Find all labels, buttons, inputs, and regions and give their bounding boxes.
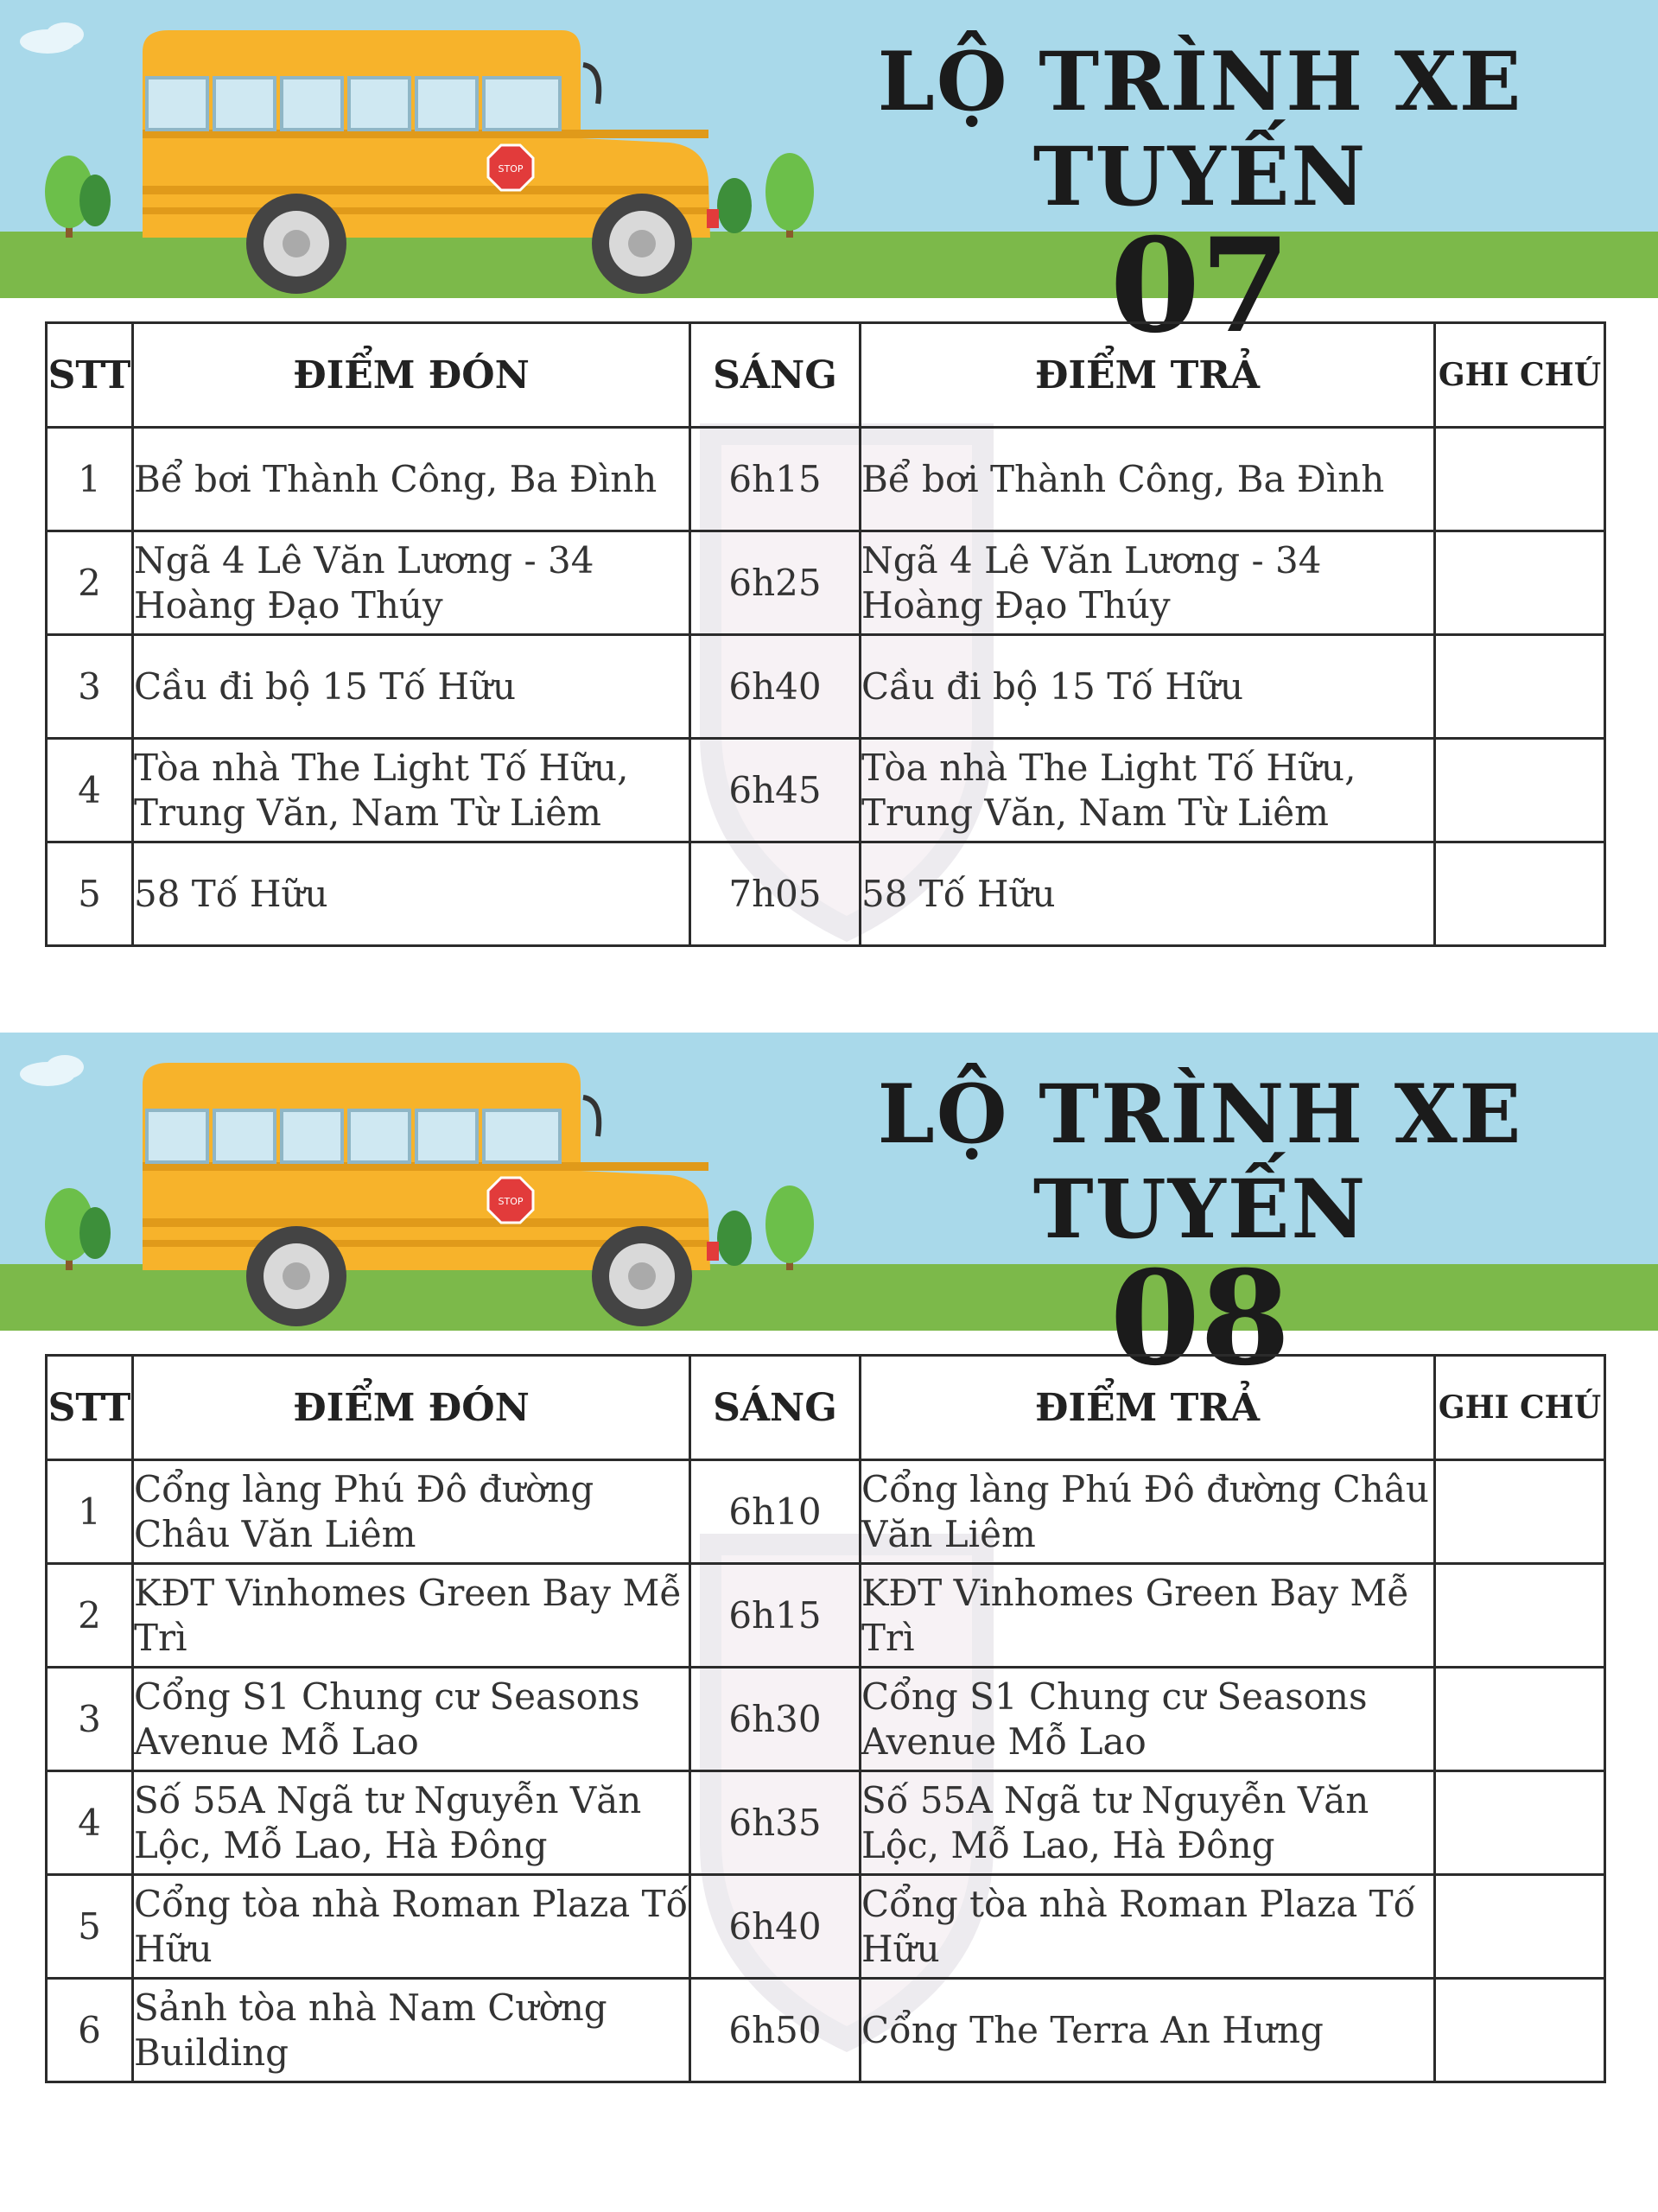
route-07-schedule-table (45, 321, 1606, 947)
row-stt: 4 (47, 739, 133, 842)
stop-sign-label: STOP (498, 1196, 524, 1207)
col-morning: SÁNG (690, 323, 861, 428)
row-pickup: Cổng tòa nhà Roman Plaza Tố Hữu (133, 1875, 690, 1979)
row-note (1435, 1668, 1605, 1771)
route-title-text: LỘ TRÌNH XE TUYẾN (877, 35, 1523, 225)
row-time: 6h15 (690, 1564, 861, 1668)
row-note (1435, 1771, 1605, 1875)
row-stt: 4 (47, 1771, 133, 1875)
row-pickup: Cổng S1 Chung cư Seasons Avenue Mỗ Lao (133, 1668, 690, 1771)
col-stt: STT (47, 1356, 133, 1460)
row-pickup: KĐT Vinhomes Green Bay Mễ Trì (133, 1564, 690, 1668)
row-time: 7h05 (690, 842, 861, 946)
row-pickup: Cổng làng Phú Đô đường Châu Văn Liêm (133, 1460, 690, 1564)
row-dropoff: KĐT Vinhomes Green Bay Mễ Trì (861, 1564, 1435, 1668)
row-stt: 3 (47, 1668, 133, 1771)
row-note (1435, 428, 1605, 531)
row-stt: 5 (47, 842, 133, 946)
row-pickup: Ngã 4 Lê Văn Lương - 34 Hoàng Đạo Thúy (133, 531, 690, 635)
row-dropoff: Bể bơi Thành Công, Ba Đình (861, 428, 1435, 531)
table-row (47, 1564, 1605, 1668)
row-dropoff: Ngã 4 Lê Văn Lương - 34 Hoàng Đạo Thúy (861, 531, 1435, 635)
route-08-title (768, 1067, 1632, 1395)
table-row (47, 1979, 1605, 2082)
row-time: 6h50 (690, 1979, 861, 2082)
row-stt: 5 (47, 1875, 133, 1979)
row-note (1435, 1460, 1605, 1564)
row-note (1435, 1875, 1605, 1979)
row-note (1435, 531, 1605, 635)
row-dropoff: Cổng làng Phú Đô đường Châu Văn Liêm (861, 1460, 1435, 1564)
row-pickup: Tòa nhà The Light Tố Hữu, Trung Văn, Nam Từ Liêm (133, 739, 690, 842)
row-pickup: Số 55A Ngã tư Nguyễn Văn Lộc, Mỗ Lao, Hà Đông (133, 1771, 690, 1875)
table-row (47, 635, 1605, 739)
row-dropoff: Cổng The Terra An Hưng (861, 1979, 1435, 2082)
route-08-schedule-table (45, 1354, 1606, 2083)
col-note: GHI CHÚ (1435, 1356, 1605, 1460)
row-dropoff: Cổng tòa nhà Roman Plaza Tố Hữu (861, 1875, 1435, 1979)
row-stt: 2 (47, 531, 133, 635)
row-stt: 6 (47, 1979, 133, 2082)
row-time: 6h15 (690, 428, 861, 531)
row-dropoff: Số 55A Ngã tư Nguyễn Văn Lộc, Mỗ Lao, Hà Đông (861, 1771, 1435, 1875)
col-dropoff: ĐIỂM TRẢ (861, 323, 1435, 428)
row-stt: 1 (47, 428, 133, 531)
route-07-title (768, 35, 1632, 362)
table-row (47, 1771, 1605, 1875)
row-time: 6h45 (690, 739, 861, 842)
row-note (1435, 842, 1605, 946)
row-pickup: Sảnh tòa nhà Nam Cường Building (133, 1979, 690, 2082)
row-stt: 1 (47, 1460, 133, 1564)
route-07-banner (0, 0, 1658, 362)
col-pickup: ĐIỂM ĐÓN (133, 323, 690, 428)
row-time: 6h35 (690, 1771, 861, 1875)
route-number: 07 (1109, 210, 1291, 362)
row-note (1435, 635, 1605, 739)
table-row (47, 1875, 1605, 1979)
row-pickup: Cầu đi bộ 15 Tố Hữu (133, 635, 690, 739)
col-note: GHI CHÚ (1435, 323, 1605, 428)
table-row (47, 1668, 1605, 1771)
row-dropoff: Cổng S1 Chung cư Seasons Avenue Mỗ Lao (861, 1668, 1435, 1771)
row-pickup: 58 Tố Hữu (133, 842, 690, 946)
row-dropoff: Tòa nhà The Light Tố Hữu, Trung Văn, Nam Từ Liêm (861, 739, 1435, 842)
row-time: 6h25 (690, 531, 861, 635)
row-dropoff: Cầu đi bộ 15 Tố Hữu (861, 635, 1435, 739)
table-row (47, 531, 1605, 635)
row-stt: 2 (47, 1564, 133, 1668)
col-dropoff: ĐIỂM TRẢ (861, 1356, 1435, 1460)
row-time: 6h40 (690, 635, 861, 739)
table-row (47, 739, 1605, 842)
row-note (1435, 1979, 1605, 2082)
route-08-banner (0, 1033, 1658, 1395)
row-stt: 3 (47, 635, 133, 739)
table-row (47, 842, 1605, 946)
row-time: 6h10 (690, 1460, 861, 1564)
col-pickup: ĐIỂM ĐÓN (133, 1356, 690, 1460)
row-time: 6h40 (690, 1875, 861, 1979)
table-header-row (47, 1356, 1605, 1460)
table-header-row (47, 323, 1605, 428)
route-title-text: LỘ TRÌNH XE TUYẾN (877, 1067, 1523, 1257)
table-row (47, 428, 1605, 531)
col-stt: STT (47, 323, 133, 428)
row-time: 6h30 (690, 1668, 861, 1771)
col-morning: SÁNG (690, 1356, 861, 1460)
row-pickup: Bể bơi Thành Công, Ba Đình (133, 428, 690, 531)
table-row (47, 1460, 1605, 1564)
row-note (1435, 1564, 1605, 1668)
stop-sign-label: STOP (498, 163, 524, 175)
row-note (1435, 739, 1605, 842)
row-dropoff: 58 Tố Hữu (861, 842, 1435, 946)
route-number: 08 (1109, 1243, 1291, 1395)
